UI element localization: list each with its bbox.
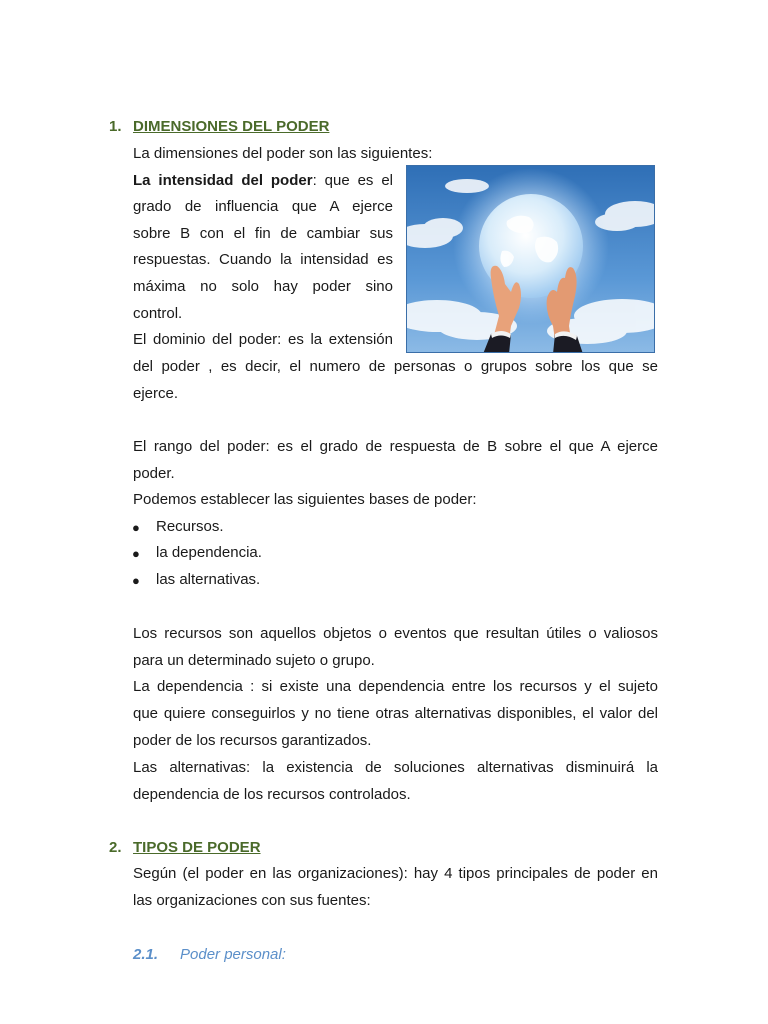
bullet-icon: ●: [132, 520, 140, 535]
paragraph-line: que quiere conseguirlos y no tiene otras alternativas disponibles, el valor del: [133, 705, 658, 722]
paragraph-line: La dependencia : si existe una dependencia entre los recursos y el sujeto: [133, 678, 658, 695]
paragraph-line: Podemos establecer las siguientes bases de poder:: [133, 491, 477, 508]
paragraph-line: Según (el poder en las organizaciones): hay 4 tipos principales de poder en: [133, 865, 658, 882]
paragraph-line: El dominio del poder: es la extensión: [133, 331, 393, 348]
paragraph-line: para un determinado sujeto o grupo.: [133, 652, 375, 669]
paragraph-line: del poder , es decir, el numero de personas o grupos sobre los que se: [133, 358, 658, 375]
paragraph-line: máxima no solo hay poder sino: [133, 278, 393, 295]
paragraph-text: : que es el: [312, 172, 394, 189]
paragraph-line: poder de los recursos garantizados.: [133, 732, 372, 749]
paragraph-line: Las alternativas: la existencia de soluciones alternativas disminuirá la: [133, 759, 658, 776]
list-item: Recursos.: [156, 518, 224, 535]
hands-globe-image: [406, 165, 655, 353]
paragraph-line: sobre B con el fin de cambiar sus: [133, 225, 393, 242]
paragraph-line: dependencia de los recursos controlados.: [133, 786, 411, 803]
paragraph-line: La dimensiones del poder son las siguientes:: [133, 145, 433, 162]
subsection-number: 2.1.: [133, 946, 159, 963]
paragraph-line: El rango del poder: es el grado de respuesta de B sobre el que A ejerce: [133, 438, 658, 455]
paragraph-line: poder.: [133, 465, 175, 482]
bullet-icon: ●: [132, 546, 140, 561]
bullet-icon: ●: [132, 573, 140, 588]
paragraph-line: [133, 172, 393, 190]
section-title: TIPOS DE PODER: [133, 839, 261, 856]
list-item: las alternativas.: [156, 571, 261, 588]
section-title: DIMENSIONES DEL PODER: [133, 118, 330, 135]
paragraph-line: las organizaciones con sus fuentes:: [133, 892, 371, 909]
paragraph-line: respuestas. Cuando la intensidad es: [133, 251, 393, 268]
globe-illustration: [407, 166, 655, 353]
paragraph-line: Los recursos son aquellos objetos o eventos que resultan útiles o valiosos: [133, 625, 658, 642]
term-bold: La intensidad del poder: [133, 172, 313, 189]
section-number: 2.: [109, 839, 122, 856]
paragraph-line: ejerce.: [133, 385, 179, 402]
section-number: 1.: [109, 118, 122, 135]
paragraph-line: control.: [133, 305, 183, 322]
paragraph-line: grado de influencia que A ejerce: [133, 198, 393, 215]
list-item: la dependencia.: [156, 544, 262, 561]
subsection-title: Poder personal:: [180, 946, 286, 963]
